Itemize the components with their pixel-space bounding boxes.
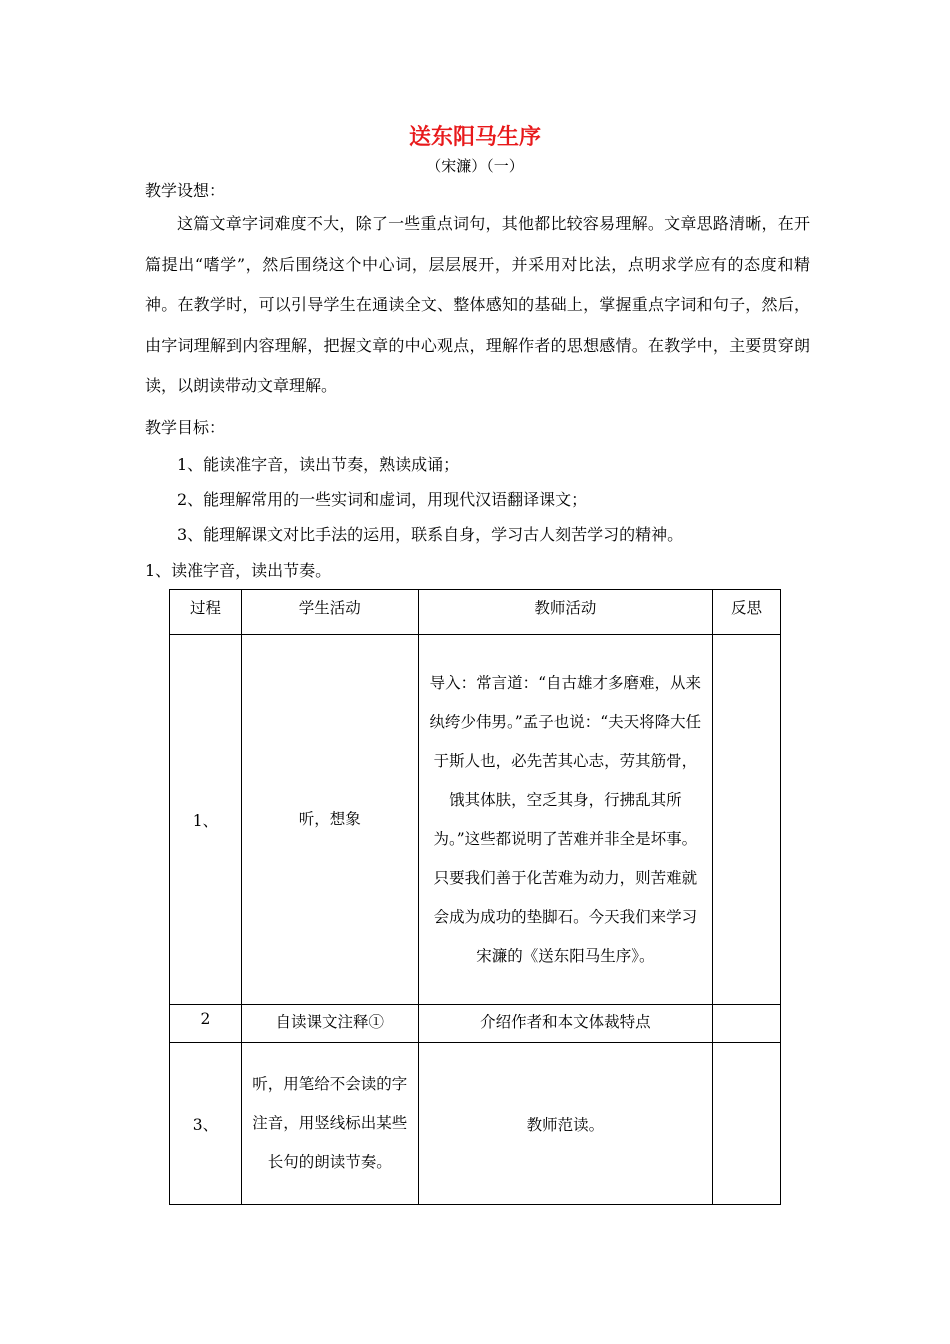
teacher-activity: 介绍作者和本文体裁特点 bbox=[480, 1013, 651, 1031]
step-cell: 2 bbox=[170, 1005, 242, 1043]
teacher-activity: 教师范读。 bbox=[526, 1115, 605, 1134]
table-row bbox=[170, 1043, 781, 1205]
column-header-process: 过程 bbox=[170, 590, 242, 635]
table-row bbox=[170, 1005, 781, 1043]
goal-item: 3、能理解课文对比手法的运用，联系自身，学习古人刻苦学习的精神。 bbox=[177, 525, 684, 544]
step-cell: 1、 bbox=[170, 635, 242, 1005]
column-header-reflection: 反思 bbox=[713, 590, 781, 635]
student-activity: 听，想象 bbox=[298, 810, 361, 828]
goal-item: 2、能理解常用的一些实词和虚词，用现代汉语翻译课文； bbox=[177, 490, 588, 509]
design-heading: 教学设想： bbox=[145, 181, 226, 200]
student-cell bbox=[241, 1043, 418, 1205]
goal-item: 1、能读准字音，读出节奏，熟读成诵； bbox=[177, 455, 460, 474]
lesson-table bbox=[169, 589, 781, 1205]
student-cell bbox=[241, 1005, 418, 1043]
teacher-cell bbox=[418, 1043, 713, 1205]
reflection-cell bbox=[713, 1005, 781, 1043]
teacher-cell bbox=[418, 1005, 713, 1043]
column-header-teacher: 教师活动 bbox=[418, 590, 713, 635]
goals-heading: 教学目标： bbox=[145, 418, 226, 437]
reflection-cell bbox=[713, 635, 781, 1005]
student-activity: 自读课文注释① bbox=[275, 1013, 384, 1031]
table-header-row bbox=[170, 590, 781, 635]
step-cell: 3、 bbox=[170, 1043, 242, 1205]
table-row bbox=[170, 635, 781, 1005]
column-header-student: 学生活动 bbox=[241, 590, 418, 635]
teacher-cell bbox=[418, 635, 713, 1005]
teacher-activity: 导入：常言道：“自古雄才多磨难，从来纨绔少伟男。”孟子也说：“夫天将降大任于斯人也，必先苦其心志，劳其筋骨，饿其体肤，空乏其身，行拂乱其所为。”这些都说明了苦难并非全是坏事。只要我们善于化苦难为动力，则苦难就会成为成功的垫脚石。今天我们来学习宋濂的《送东阳马生序》。 bbox=[429, 673, 702, 965]
student-activity: 听，用笔给不会读的字注音，用竖线标出某些长句的朗读节奏。 bbox=[252, 1075, 408, 1171]
document-subtitle: （宋濂）（一） bbox=[426, 157, 524, 175]
document-title: 送东阳马生序 bbox=[408, 125, 541, 150]
section-heading: 1、读准字音，读出节奏。 bbox=[145, 561, 332, 580]
student-cell bbox=[241, 635, 418, 1005]
design-paragraph: 这篇文章字词难度不大，除了一些重点词句，其他都比较容易理解。文章思路清晰，在开篇提出“嗜学”，然后围绕这个中心词，层层展开，并采用对比法，点明求学应有的态度和精神。在教学时，可以引导学生在通读全文、整体感知的基础上，掌握重点字词和句子，然后，由字词理解到内容理解，把握文章的中心观点，理解作者的思想感情。在教学中，主要贯穿朗读，以朗读带动文章理解。 bbox=[145, 214, 810, 395]
reflection-cell bbox=[713, 1043, 781, 1205]
